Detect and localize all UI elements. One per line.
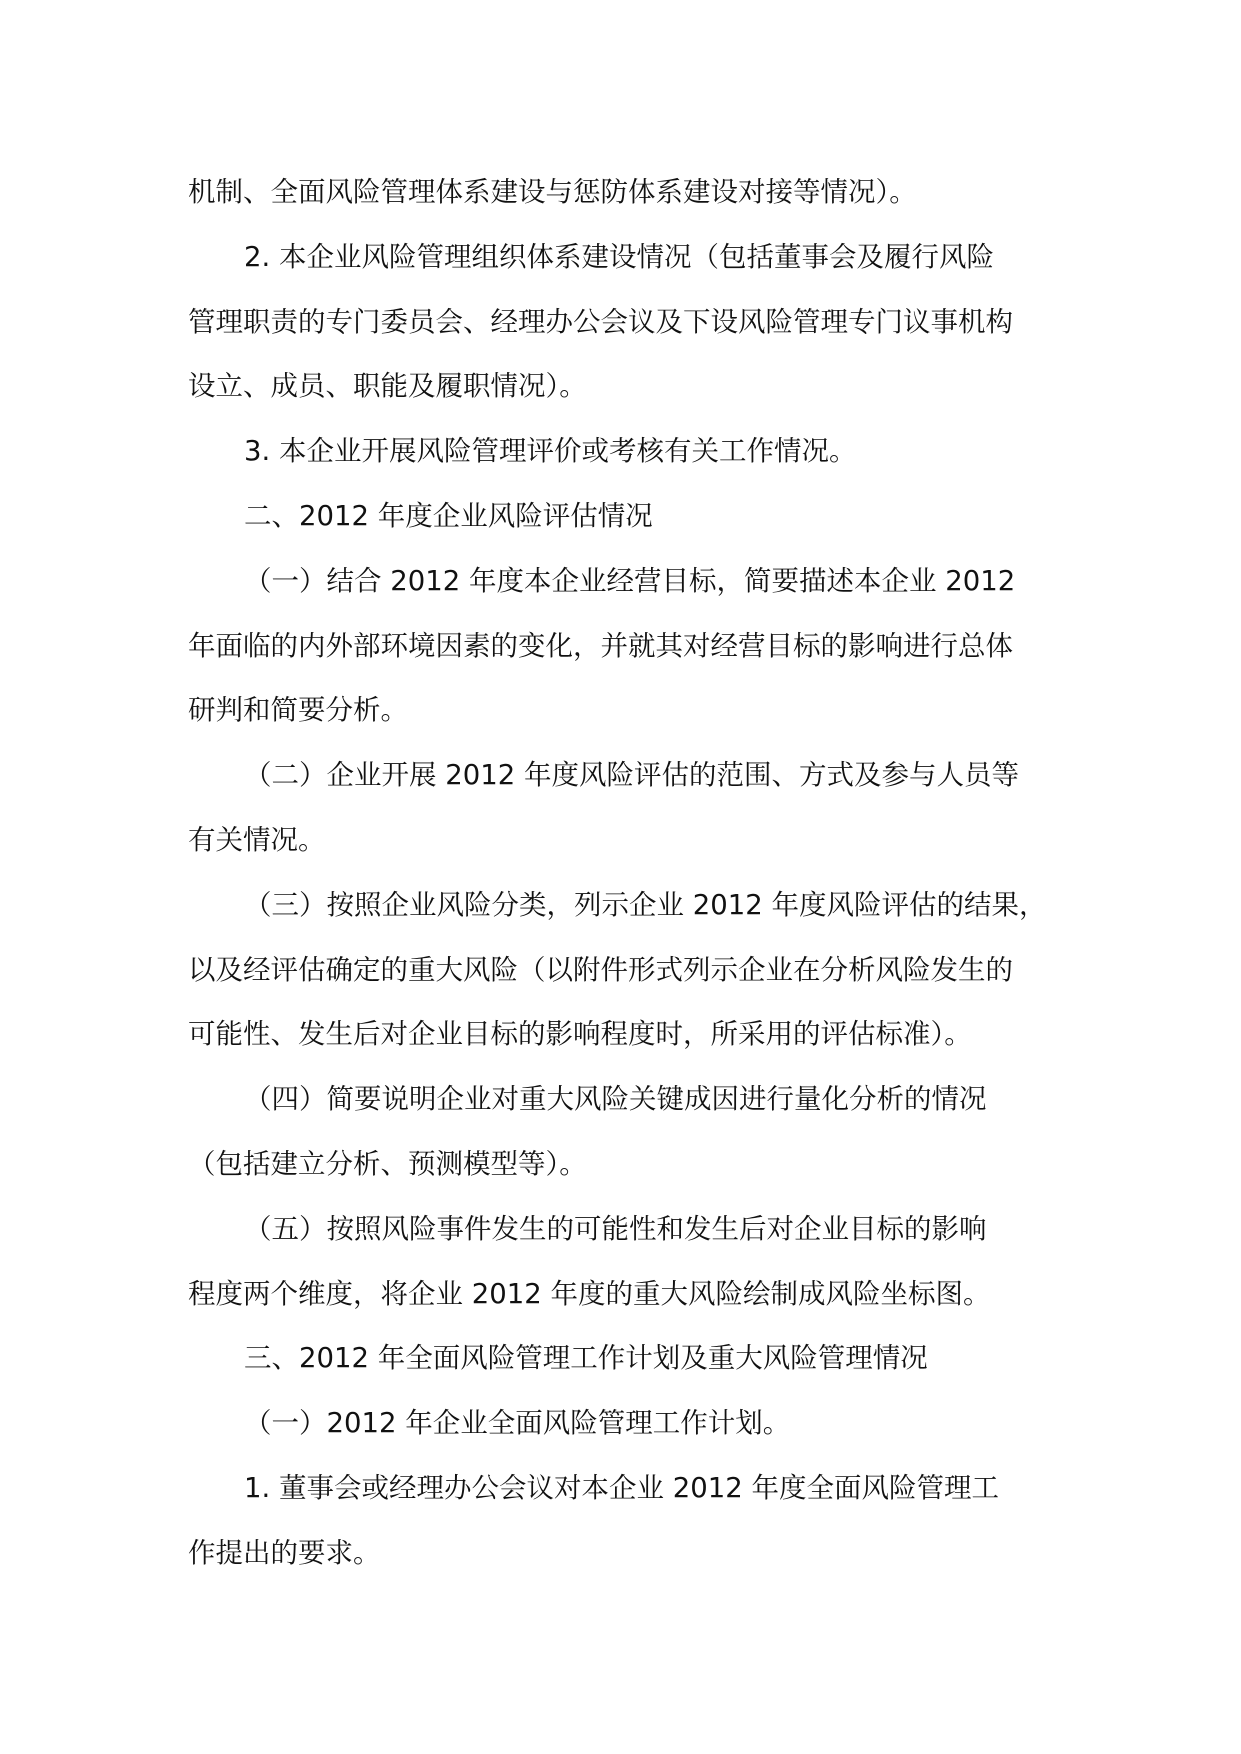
text-line: （一）2012 年企业全面风险管理工作计划。 xyxy=(244,1407,791,1440)
text-line: 二、2012 年度企业风险评估情况 xyxy=(244,499,653,532)
text-line: 设立、成员、职能及履职情况）。 xyxy=(188,370,587,403)
text-line: （二）企业开展 2012 年度风险评估的范围、方式及参与人员等 xyxy=(244,759,1019,792)
text-line: 作提出的要求。 xyxy=(188,1536,381,1569)
text-line: 年面临的内外部环境因素的变化，并就其对经营目标的影响进行总体 xyxy=(188,629,1013,662)
text-line: 研判和简要分析。 xyxy=(188,694,408,727)
text-line: 可能性、发生后对企业目标的影响程度时，所采用的评估标准）。 xyxy=(188,1018,972,1051)
text-line: 2. 本企业风险管理组织体系建设情况（包括董事会及履行风险 xyxy=(244,240,994,273)
text-line: 1. 董事会或经理办公会议对本企业 2012 年度全面风险管理工 xyxy=(244,1471,999,1504)
text-line: 管理职责的专门委员会、经理办公会议及下设风险管理专门议事机构 xyxy=(188,305,1013,338)
text-line: 3. 本企业开展风险管理评价或考核有关工作情况。 xyxy=(244,435,857,468)
text-line: （一）结合 2012 年度本企业经营目标，简要描述本企业 2012 xyxy=(244,564,1016,597)
text-line: （四）简要说明企业对重大风险关键成因进行量化分析的情况 xyxy=(244,1083,987,1116)
text-line: 三、2012 年全面风险管理工作计划及重大风险管理情况 xyxy=(244,1342,928,1375)
text-line: 有关情况。 xyxy=(188,823,326,856)
text-line: （包括建立分析、预测模型等）。 xyxy=(188,1147,587,1180)
text-line: （三）按照企业风险分类，列示企业 2012 年度风险评估的结果， xyxy=(244,888,1047,921)
text-line: （五）按照风险事件发生的可能性和发生后对企业目标的影响 xyxy=(244,1212,987,1245)
text-line: 以及经评估确定的重大风险（以附件形式列示企业在分析风险发生的 xyxy=(188,953,1013,986)
document-body xyxy=(188,160,1058,1586)
text-line: 程度两个维度，将企业 2012 年度的重大风险绘制成风险坐标图。 xyxy=(188,1277,991,1310)
text-line: 机制、全面风险管理体系建设与惩防体系建设对接等情况）。 xyxy=(188,176,917,208)
